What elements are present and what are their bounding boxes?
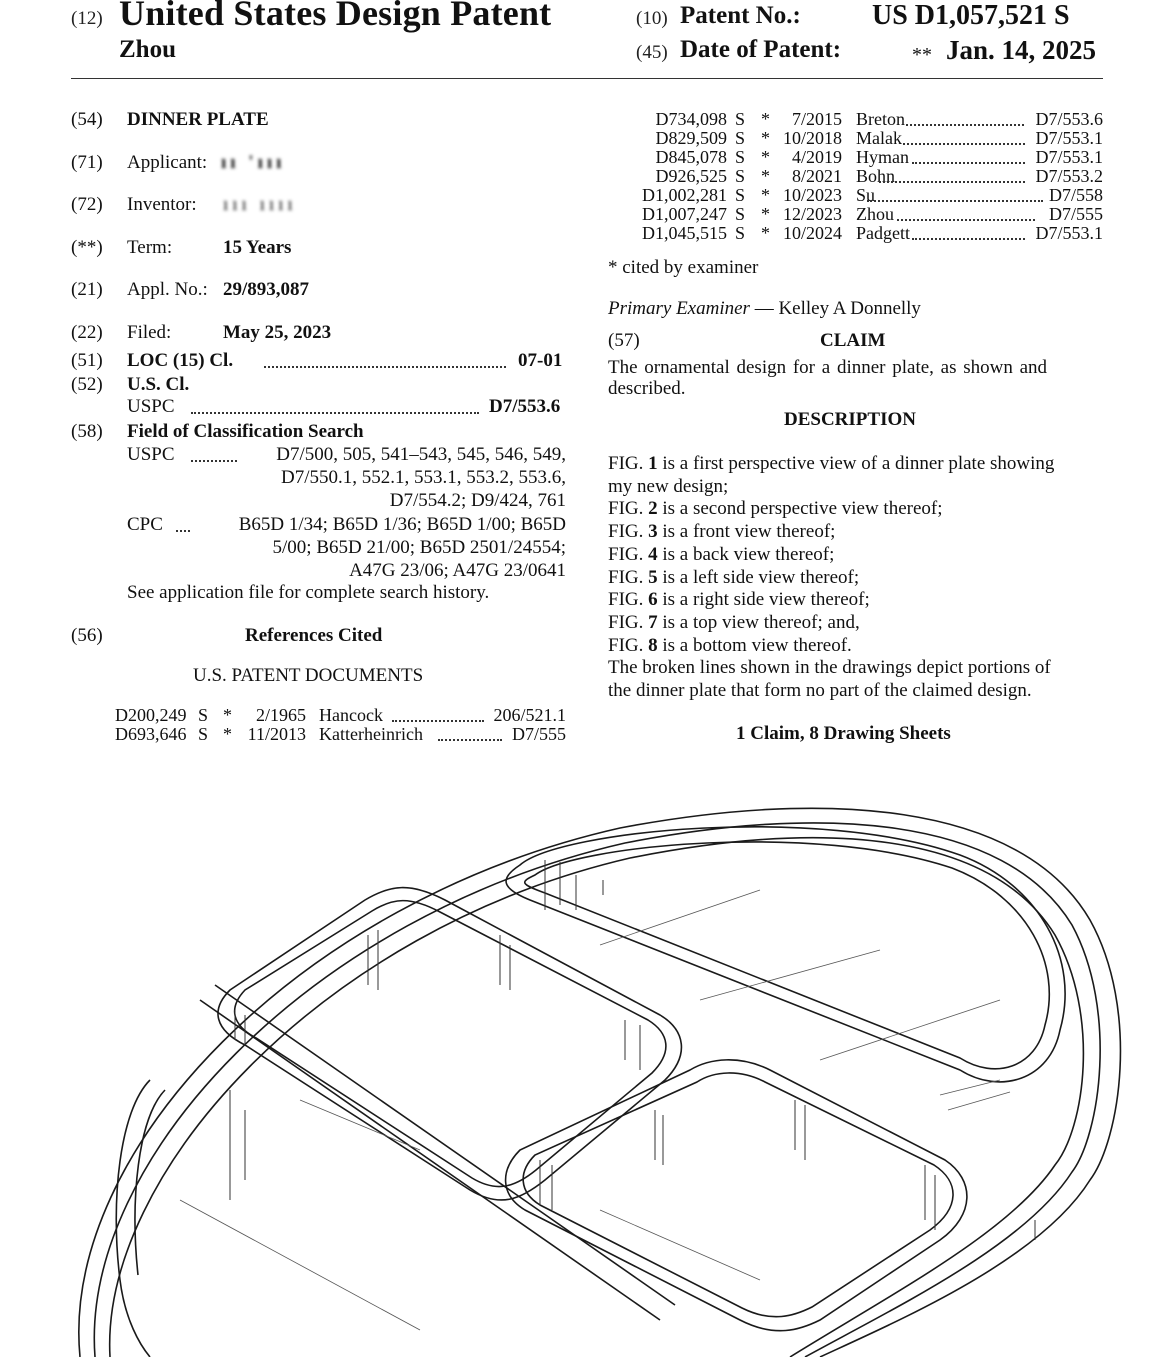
ref-num: D926,525 xyxy=(655,166,727,186)
ref-row-right-3 xyxy=(0,148,1103,167)
examiner-dash: — xyxy=(749,298,779,319)
fig-text: is a front view thereof; xyxy=(657,521,836,543)
code-45: (45) xyxy=(636,42,668,63)
ref-leader xyxy=(903,143,1025,145)
ref-date: 10/2024 xyxy=(782,223,842,243)
broken-lines-line-2: the dinner plate that form no part of the claimed design. xyxy=(608,680,1032,701)
code-56: (56) xyxy=(71,625,103,646)
compartment-lower-right xyxy=(506,1060,967,1331)
fig-description-line xyxy=(608,635,852,657)
ref-leader xyxy=(438,739,502,741)
ref-kind: S xyxy=(735,109,746,129)
ref-date: 7/2015 xyxy=(791,109,842,129)
ref-leader xyxy=(897,219,1035,221)
search-uspc-line-2: D7/550.1, 552.1, 553.1, 553.2, 553.6, xyxy=(281,467,566,488)
broken-lines-line-1: The broken lines shown in the drawings depict portions of xyxy=(608,657,1051,678)
fig-prefix: FIG. xyxy=(608,521,649,543)
fig-prefix: FIG. xyxy=(608,453,649,474)
fig-description-line xyxy=(608,476,728,498)
ref-name: Breton xyxy=(856,109,905,129)
ref-date: 10/2023 xyxy=(782,185,842,205)
ref-star: * xyxy=(223,705,232,725)
fig-text: is a bottom view thereof. xyxy=(657,634,852,656)
code-58: (58) xyxy=(71,421,103,442)
ref-num: D734,098 xyxy=(655,109,727,129)
ref-date: 11/2013 xyxy=(247,724,306,744)
code-54: (54) xyxy=(71,109,103,130)
ref-row-right-2 xyxy=(0,129,1103,148)
claim-text-line-2: described. xyxy=(608,378,686,399)
ref-date: 2/1965 xyxy=(255,705,306,725)
inventor-surname: Zhou xyxy=(119,36,176,63)
code-57: (57) xyxy=(608,330,640,351)
ref-star: * xyxy=(761,166,770,186)
fig-prefix: FIG. xyxy=(608,543,649,565)
ref-date: 10/2018 xyxy=(782,128,842,148)
description-heading: DESCRIPTION xyxy=(784,409,916,430)
ref-star: * xyxy=(761,109,770,129)
fig-number: 2 xyxy=(648,498,658,520)
ref-name: Hancock xyxy=(319,705,383,725)
ref-name: Katterheinrich xyxy=(319,724,423,744)
ref-kind: S xyxy=(735,128,746,148)
uspc-label: USPC xyxy=(127,396,175,417)
fig-description-line xyxy=(608,453,1054,475)
term-label: Term: xyxy=(127,237,173,258)
ref-name: Padgett xyxy=(856,223,910,243)
ref-date: 8/2021 xyxy=(791,166,842,186)
ref-class: D7/555 xyxy=(512,724,566,744)
ref-num: D845,078 xyxy=(655,147,727,167)
fig-number: 4 xyxy=(648,543,658,565)
code-72: (72) xyxy=(71,194,103,215)
fig-description-line xyxy=(608,567,859,589)
search-uspc-line-3: D7/554.2; D9/424, 761 xyxy=(389,490,566,511)
ref-class: D7/555 xyxy=(1049,204,1103,224)
patent-no-label: Patent No.: xyxy=(680,2,801,29)
code-22: (22) xyxy=(71,322,103,343)
fig-prefix: FIG. xyxy=(608,634,649,656)
cited-by-examiner-note: * cited by examiner xyxy=(608,257,759,278)
ref-row-left-1 xyxy=(0,706,566,725)
code-51: (51) xyxy=(71,350,103,371)
fig-number: 8 xyxy=(648,634,658,656)
date-label: Date of Patent: xyxy=(680,36,842,63)
fig-text: is a right side view thereof; xyxy=(657,589,870,611)
uspc-leader xyxy=(191,412,479,414)
date-marks: ** xyxy=(912,44,932,66)
loc-value: 07-01 xyxy=(518,350,563,371)
fig-number: 5 xyxy=(648,566,658,588)
ref-num: D1,007,247 xyxy=(642,204,727,224)
ref-name: Malak xyxy=(856,128,902,148)
ref-num: D829,509 xyxy=(655,128,727,148)
fig-prefix: FIG. xyxy=(608,498,649,520)
ref-star: * xyxy=(761,185,770,205)
ref-star: * xyxy=(761,128,770,148)
search-cpc-label: CPC xyxy=(127,514,163,535)
code-term: (**) xyxy=(71,237,103,258)
ref-row-right-5 xyxy=(0,186,1103,205)
patent-number: US D1,057,521 S xyxy=(872,0,1070,31)
code-21: (21) xyxy=(71,279,103,300)
inner-rim-2 xyxy=(110,838,1084,1357)
patent-type-title: United States Design Patent xyxy=(119,0,552,33)
fig-prefix: FIG. xyxy=(608,589,649,611)
ref-star: * xyxy=(761,204,770,224)
ref-num: D1,002,281 xyxy=(642,185,727,205)
half-moon-compartment xyxy=(506,827,1065,1082)
applicant-label: Applicant: xyxy=(127,152,208,173)
field-search-label: Field of Classification Search xyxy=(127,421,364,442)
fig-description-line xyxy=(608,521,835,543)
appl-no-label: Appl. No.: xyxy=(127,279,208,300)
ref-class: D7/553.6 xyxy=(1035,109,1103,129)
search-cpc-line-2: 5/00; B65D 21/00; B65D 2501/24554; xyxy=(272,537,566,558)
filed-value: May 25, 2023 xyxy=(223,322,332,343)
primary-examiner xyxy=(608,298,921,320)
fig-prefix: FIG. xyxy=(608,611,649,633)
ref-kind: S xyxy=(198,705,209,725)
code-52: (52) xyxy=(71,374,103,395)
ref-leader xyxy=(906,124,1024,126)
examiner-label: Primary Examiner xyxy=(608,298,750,319)
fig-text: is a first perspective view of a dinner plate showing xyxy=(657,453,1055,474)
ref-kind: S xyxy=(735,147,746,167)
ref-star: * xyxy=(761,147,770,167)
claims-summary: 1 Claim, 8 Drawing Sheets xyxy=(736,723,951,744)
ref-kind: S xyxy=(735,185,746,205)
ref-kind: S xyxy=(735,166,746,186)
search-cpc-line-3: A47G 23/06; A47G 23/0641 xyxy=(349,560,566,581)
fig-number: 7 xyxy=(648,611,658,633)
code-12: (12) xyxy=(71,8,103,29)
search-uspc-line-1: D7/500, 505, 541–543, 545, 546, 549, xyxy=(276,444,566,465)
ref-name: Su xyxy=(856,185,876,205)
fig-text: is a left side view thereof; xyxy=(657,566,860,588)
inventor-label: Inventor: xyxy=(127,194,197,215)
ref-class: D7/553.1 xyxy=(1035,128,1103,148)
fig-description-line xyxy=(608,544,834,566)
ref-leader xyxy=(879,181,1025,183)
ref-kind: S xyxy=(198,724,209,744)
ref-kind: S xyxy=(735,223,746,243)
search-uspc-leader xyxy=(191,460,237,462)
fig-description-line xyxy=(608,498,943,520)
term-value: 15 Years xyxy=(223,237,292,258)
uspc-value: D7/553.6 xyxy=(489,396,561,417)
patent-date: Jan. 14, 2025 xyxy=(946,35,1097,65)
fig-number: 1 xyxy=(648,453,658,474)
ref-class: 206/521.1 xyxy=(493,705,566,725)
fig-description-line xyxy=(608,612,860,634)
filed-label: Filed: xyxy=(127,322,172,343)
dinner-plate-drawing xyxy=(0,800,1153,1357)
fig-number: 3 xyxy=(648,521,658,543)
ref-class: D7/558 xyxy=(1049,185,1103,205)
applicant-value: ıı 'ııı xyxy=(221,152,286,173)
references-cited-heading: References Cited xyxy=(245,625,383,646)
ref-row-right-7 xyxy=(0,224,1103,243)
ref-row-right-6 xyxy=(0,205,1103,224)
ref-num: D1,045,515 xyxy=(642,223,727,243)
search-cpc-line-1: B65D 1/34; B65D 1/36; B65D 1/00; B65D xyxy=(238,514,566,535)
ref-name: Hyman xyxy=(856,147,909,167)
ref-row-left-2 xyxy=(0,725,566,744)
us-cl-label: U.S. Cl. xyxy=(127,374,190,395)
ref-leader xyxy=(392,720,484,722)
ref-star: * xyxy=(223,724,232,744)
ref-num: D200,249 xyxy=(115,705,187,725)
ref-name: Bohn xyxy=(856,166,896,186)
ref-date: 4/2019 xyxy=(791,147,842,167)
ref-row-right-1 xyxy=(0,110,1103,129)
header-rule xyxy=(71,78,1103,79)
ref-num: D693,646 xyxy=(115,724,187,744)
divider-bar xyxy=(200,1000,660,1320)
ref-leader xyxy=(867,200,1043,202)
code-71: (71) xyxy=(71,152,103,173)
ref-class: D7/553.2 xyxy=(1035,166,1103,186)
ref-name: Zhou xyxy=(856,204,894,224)
search-uspc-label: USPC xyxy=(127,444,175,465)
ref-leader xyxy=(912,162,1025,164)
claim-heading: CLAIM xyxy=(820,330,886,351)
fig-number: 6 xyxy=(648,589,658,611)
ref-star: * xyxy=(761,223,770,243)
fig-prefix: FIG. xyxy=(608,566,649,588)
fig-text: is a second perspective view thereof; xyxy=(657,498,943,520)
loc-label: LOC (15) Cl. xyxy=(127,350,234,371)
compartment-upper-left xyxy=(218,888,681,1200)
us-patent-documents-heading: U.S. PATENT DOCUMENTS xyxy=(193,665,424,686)
fig-text: is a top view thereof; and, xyxy=(657,611,860,633)
ref-row-right-4 xyxy=(0,167,1103,186)
inventor-value: ııı ıııı xyxy=(223,194,297,215)
code-10: (10) xyxy=(636,8,668,29)
claim-text-line-1: The ornamental design for a dinner plate, as shown and xyxy=(608,357,1048,378)
ref-class: D7/553.1 xyxy=(1035,147,1103,167)
appl-no-value: 29/893,087 xyxy=(223,279,310,300)
search-history-note: See application file for complete search history. xyxy=(127,582,490,603)
title-value: DINNER PLATE xyxy=(127,109,269,130)
loc-leader xyxy=(264,366,506,368)
examiner-name: Kelley A Donnelly xyxy=(778,298,921,319)
fig-text: is a back view thereof; xyxy=(657,543,835,565)
ref-class: D7/553.1 xyxy=(1035,223,1103,243)
fig-prefix: my new design; xyxy=(608,475,729,497)
fig-description-line xyxy=(608,589,870,611)
ref-leader xyxy=(912,238,1025,240)
search-cpc-leader xyxy=(176,530,190,532)
ref-date: 12/2023 xyxy=(782,204,842,224)
ref-kind: S xyxy=(735,204,746,224)
